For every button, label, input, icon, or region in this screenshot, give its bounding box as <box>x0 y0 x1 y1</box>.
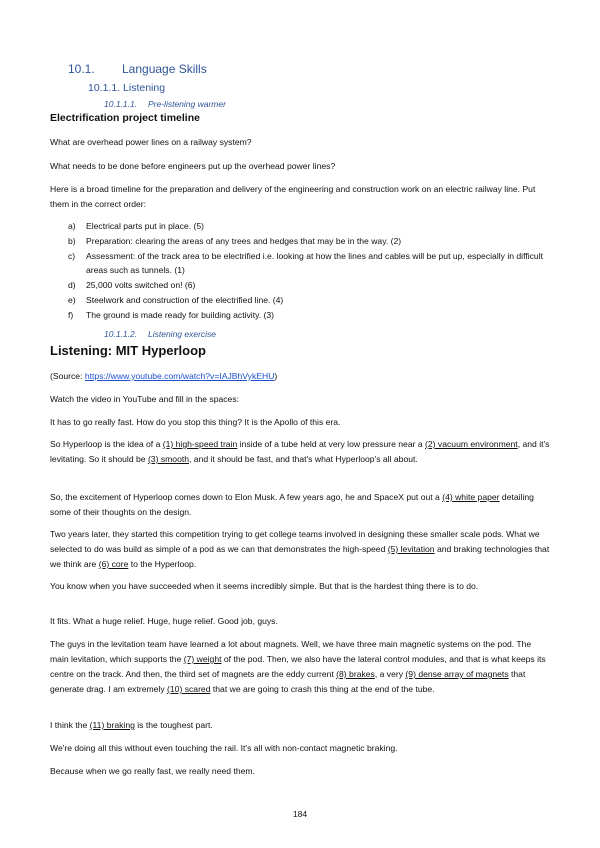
timeline-intro: Here is a broad timeline for the preparation and delivery of the engineering and construction work on an electric railway line. Put them in the correct order: <box>50 184 536 209</box>
text-run: , and it should be fast, and that's what Hyperloop's all about. <box>189 454 418 464</box>
list-item-text: Preparation: clearing the areas of any trees and hedges that may be in the way. (2) <box>86 236 402 246</box>
list-marker: f) <box>68 310 74 320</box>
text-run: So Hyperloop is the idea of a <box>50 439 163 449</box>
paragraph-3 <box>50 490 550 520</box>
list-marker: b) <box>68 236 76 246</box>
list-item <box>68 249 550 277</box>
list-item-text: Electrical parts put in place. (5) <box>86 221 204 231</box>
list-item-text: Assessment: of the track area to be electrified i.e. looking at how the lines and cables will be put up, especially in difficult areas such as tunnels. (1) <box>86 251 543 275</box>
heading-pre-listening-warmer <box>104 99 226 109</box>
heading-number: 10.1.1.2. <box>104 329 138 339</box>
paragraph-10: Because when we go really fast, we really need them. <box>50 766 255 776</box>
source-link[interactable]: https://www.youtube.com/watch?v=IAJBhVykEHU <box>84 371 275 381</box>
section-title-hyperloop: Listening: MIT Hyperloop <box>50 343 206 358</box>
paragraph-4 <box>50 527 550 572</box>
text-run: that we are going to crash this thing at the end of the tube. <box>210 684 435 694</box>
text-run: that generate drag. I am extremely <box>50 669 526 694</box>
source-line <box>50 369 550 384</box>
text-run: and braking technologies that we think are <box>50 544 550 569</box>
text-run: , and it's levitating. So it should be <box>50 439 550 464</box>
question-1: What are overhead power lines on a railway system? <box>50 137 252 147</box>
text-run: , a very <box>374 669 406 679</box>
text-run: to the Hyperloop. <box>128 559 197 569</box>
paragraph-2 <box>50 437 550 467</box>
instruction: Watch the video in YouTube and fill in the spaces: <box>50 394 240 404</box>
text-run: The guys in the levitation team have learned a lot about magnets. Well, we have three main magnetic systems on the pod. The main levitation, which supports the <box>50 639 532 664</box>
heading-listening-exercise <box>104 329 216 339</box>
answer-7: (7) weight <box>183 654 222 664</box>
list-item <box>68 234 550 248</box>
answer-2: (2) vacuum environment <box>425 439 518 449</box>
list-item-text: Steelwork and construction of the electrified line. (4) <box>86 295 284 305</box>
list-item <box>68 293 550 307</box>
text-run: of the pod. Then, we also have the lateral control modules, and that is what keeps its centre on the track. And then, the third set of magnets are the eddy current <box>50 654 546 679</box>
text-run: I think the <box>50 720 90 730</box>
text-run: detailing some of their thoughts on the design. <box>50 492 534 517</box>
paragraph-1: It has to go really fast. How do you stop this thing? It is the Apollo of this era. <box>50 417 341 427</box>
paragraph-6: It fits. What a huge relief. Huge, huge relief. Good job, guys. <box>50 616 278 626</box>
answer-8: (8) brakes <box>336 669 375 679</box>
list-marker: a) <box>68 221 76 231</box>
source-suffix: ) <box>274 371 278 381</box>
list-item <box>68 278 550 292</box>
heading-number: 10.1.1.1. <box>104 99 138 109</box>
answer-3: (3) smooth <box>147 454 190 464</box>
paragraph-5: You know when you have succeeded when it seems incredibly simple. But that is the hardest thing there is to do. <box>50 581 479 591</box>
answer-11: (11) braking <box>89 720 135 730</box>
heading-text: Listening exercise <box>148 329 217 339</box>
heading-language-skills <box>68 62 207 76</box>
list-item <box>68 308 550 322</box>
answer-1: (1) high-speed train <box>162 439 238 449</box>
timeline-list <box>68 219 550 323</box>
answer-4: (4) white paper <box>442 492 500 502</box>
text-run: inside of a tube held at very low pressure near a <box>237 439 426 449</box>
answer-6: (6) core <box>98 559 129 569</box>
list-marker: d) <box>68 280 76 290</box>
list-item-text: 25,000 volts switched on! (6) <box>86 280 196 290</box>
heading-number: 10.1. <box>68 62 95 76</box>
heading-listening: 10.1.1. Listening <box>88 82 166 94</box>
page-number: 184 <box>292 809 308 819</box>
paragraph-9: We're doing all this without even touching the rail. It's all with non-contact magnetic braking. <box>50 743 398 753</box>
list-item-text: The ground is made ready for building activity. (3) <box>86 310 275 320</box>
list-marker: c) <box>68 251 76 261</box>
text-run: So, the excitement of Hyperloop comes down to Elon Musk. A few years ago, he and SpaceX put out a <box>50 492 443 502</box>
answer-9: (9) dense array of magnets <box>405 669 509 679</box>
question-2: What needs to be done before engineers put up the overhead power lines? <box>50 161 336 171</box>
text-run: is the toughest part. <box>134 720 213 730</box>
answer-10: (10) scared <box>167 684 211 694</box>
source-prefix: (Source: <box>50 371 85 381</box>
answer-5: (5) levitation <box>387 544 435 554</box>
text-run: Two years later, they started this competition trying to get college teams involved in designing these smaller scale pods. What we selected to do was build as simple of a pod as we can that demonstrates the high-speed <box>50 529 540 554</box>
heading-text: Pre-listening warmer <box>148 99 226 109</box>
heading-text: Language Skills <box>122 62 207 76</box>
list-marker: e) <box>68 295 76 305</box>
section-title-electrification: Electrification project timeline <box>50 112 200 124</box>
paragraph-8 <box>50 718 550 733</box>
list-item <box>68 219 550 233</box>
paragraph-7 <box>50 637 550 697</box>
